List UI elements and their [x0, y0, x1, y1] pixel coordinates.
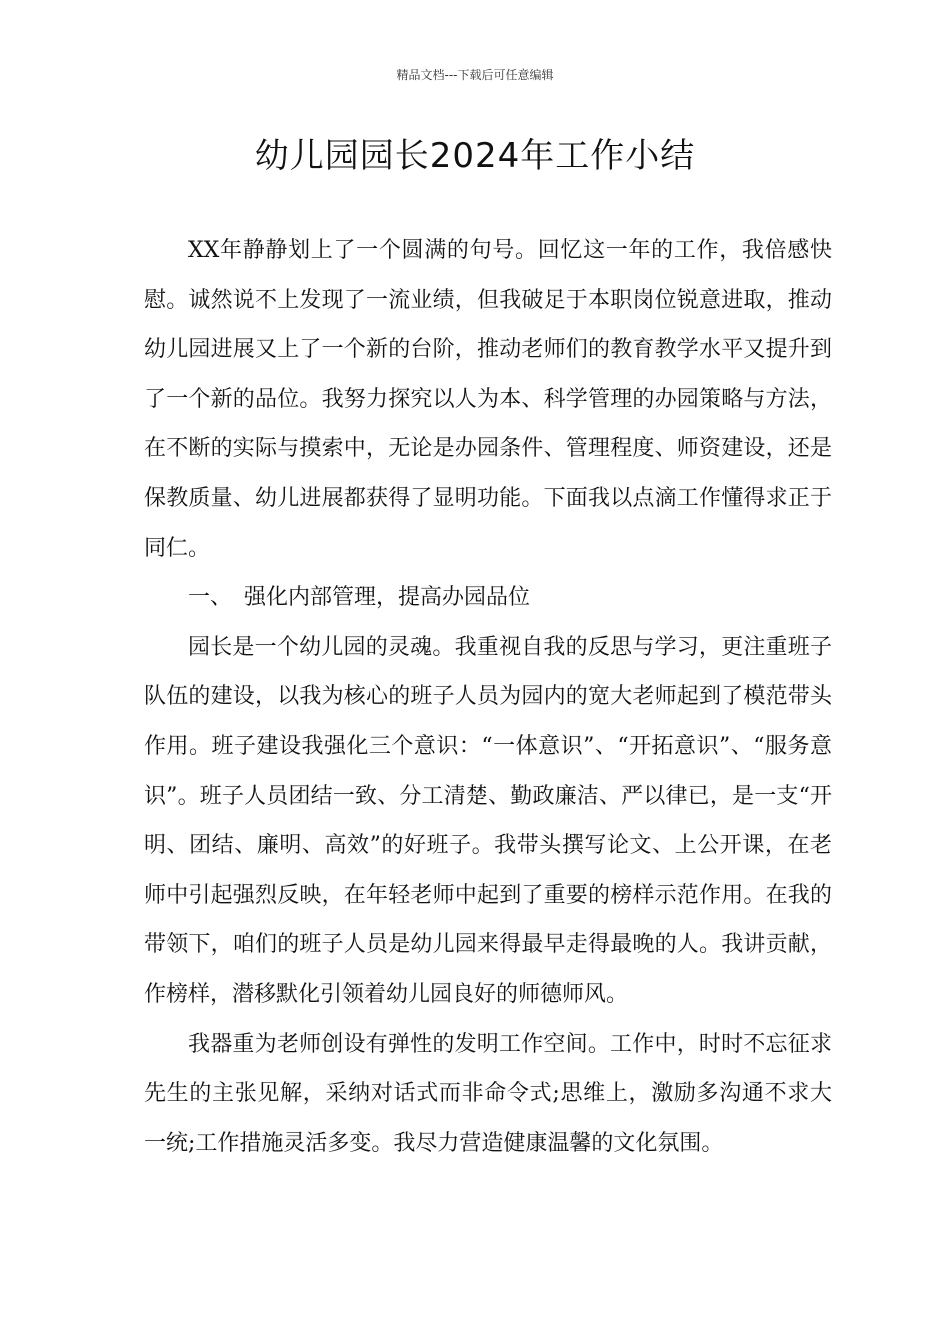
paragraph-intro: XX年静静划上了一个圆满的句号。回忆这一年的工作，我倍感快慰。诚然说不上发现了一流业绩，但我破足于本职岗位锐意进取，推动幼儿园进展又上了一个新的台阶，推动老师们的教育教学水平又提升到了一个新的品位。我努力探究以人为本、科学管理的办园策略与方法，在不断的实际与摸索中，无论是办园条件、管理程度、师资建设，还是保教质量、幼儿进展都获得了显明功能。下面我以点滴工作懂得求正于同仁。: [144, 238, 832, 561]
header-note: 精品文档---下载后可任意编辑: [396, 68, 554, 82]
document-title: 幼儿园园长2024年工作小结: [254, 136, 696, 176]
document-body: [144, 226, 832, 1168]
section-title: 强化内部管理，提高办园品位: [244, 585, 531, 611]
paragraph-workspace: 我器重为老师创设有弹性的发明工作空间。工作中，时时不忘征求先生的主张见解，采纳对话式而非命令式;思维上，激励多沟通不求大一统;工作措施灵活多变。我尽力营造健康温馨的文化氛围。: [144, 1031, 832, 1156]
paragraph-leadership: 园长是一个幼儿园的灵魂。我重视自我的反思与学习，更注重班子队伍的建设，以我为核心的班子人员为园内的宽大老师起到了模范带头作用。班子建设我强化三个意识：“一体意识”、“开拓意识”、“服务意识”。班子人员团结一致、分工清楚、勤政廉洁、严以律已，是一支“开明、团结、廉明、高效”的好班子。我带头撰写论文、上公开课，在老师中引起强烈反映，在年轻老师中起到了重要的榜样示范作用。在我的带领下，咱们的班子人员是幼儿园来得最早走得最晚的人。我讲贡献，作榜样，潜移默化引领着幼儿园良好的师德师风。: [144, 634, 832, 1007]
section-number: 一、: [188, 585, 233, 611]
section-heading-1: [144, 573, 832, 623]
